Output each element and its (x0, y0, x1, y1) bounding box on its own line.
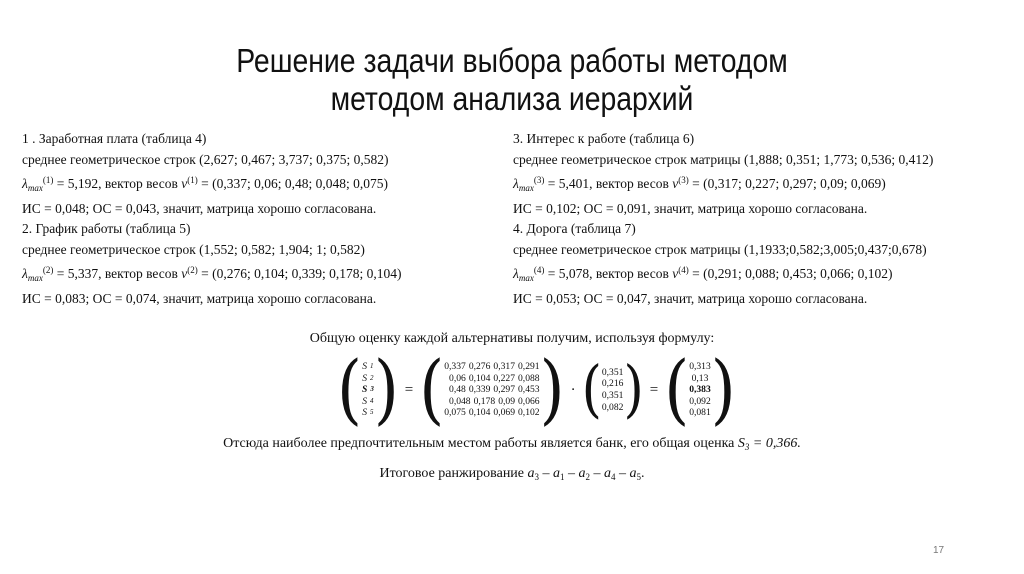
lambda-value: = 5,401, вектор весов (544, 176, 673, 191)
matrix-row (444, 396, 539, 408)
s-symbol: S (361, 384, 368, 396)
lambda-symbol: λ (513, 176, 519, 191)
matrix-cell: 0,104 (468, 407, 491, 419)
v-symbol: v (672, 176, 679, 191)
weights-matrix (419, 346, 565, 434)
v-sup: (1) (187, 175, 198, 185)
criterion-2-heading: 2. График работы (таблица 5) (22, 221, 191, 236)
s-sub: 5 (370, 408, 374, 417)
alternative-symbol: a (553, 466, 561, 481)
lambda-symbol: λ (513, 266, 519, 281)
criterion-4-heading: 4. Дорога (таблица 7) (513, 221, 636, 236)
alternative-sub: 5 (636, 472, 642, 482)
multiply-dot: · (570, 381, 576, 398)
s-sub: 2 (370, 373, 374, 382)
s-vector-item (362, 407, 374, 419)
ranking-prefix: Итоговое ранжирование (379, 466, 528, 481)
matrix-cell: 0,337 (444, 361, 466, 373)
matrix-cell: 0,048 (449, 395, 471, 407)
s-vector-item (362, 396, 374, 408)
criterion-2-lambda (22, 260, 401, 289)
left-paren: ( (581, 354, 602, 426)
matrix-cell: 0,48 (449, 384, 466, 396)
v-sup: (4) (678, 265, 689, 275)
criterion-3-lambda (513, 170, 933, 199)
alternative-symbol: a (604, 466, 612, 481)
formula-intro: Общую оценку каждой альтернативы получим, используя формулу: (309, 331, 715, 346)
alternative-sub: 1 (560, 472, 565, 482)
s-symbol: S (362, 407, 368, 419)
lambda-sup: (3) (533, 175, 545, 185)
weight-vector: = (0,317; 0,227; 0,297; 0,09; 0,069) (688, 176, 886, 191)
lambda-symbol: λ (22, 266, 28, 281)
criterion-1-lambda (22, 170, 401, 199)
ranking-dash: – (564, 466, 579, 481)
criterion-3-heading: 3. Интерес к работе (таблица 6) (513, 131, 695, 146)
v-symbol: v (181, 266, 188, 281)
matrix-cell: 0,102 (518, 407, 540, 419)
result-vector (664, 346, 736, 434)
matrix-cell: 0,075 (444, 407, 466, 419)
result-cell: 0,081 (689, 407, 711, 419)
equals-sign: = (649, 381, 659, 398)
lambda-sup: (1) (42, 175, 54, 185)
weight-cell: 0,216 (601, 378, 624, 390)
s-symbol: S (362, 395, 368, 407)
alternative-sub: 3 (534, 472, 540, 482)
weight-vector: = (0,291; 0,088; 0,453; 0,066; 0,102) (688, 266, 893, 281)
matrix-cell: 0,06 (449, 372, 466, 384)
criteria-weights-cells (602, 367, 624, 413)
matrix-cell: 0,453 (518, 384, 540, 396)
criterion-4-lambda (513, 260, 933, 289)
weight-cell: 0,351 (601, 390, 624, 401)
criteria-right-column (513, 129, 933, 309)
weight-cell: 0,351 (601, 366, 624, 378)
alternative-symbol: a (629, 466, 637, 481)
right-paren: ) (373, 346, 399, 434)
lambda-value: = 5,192, вектор весов (53, 176, 182, 191)
right-paren: ) (623, 354, 644, 426)
criterion-1-geomean: среднее геометрическое строк (2,627; 0,467; 3,737; 0,375; 0,582) (22, 151, 389, 167)
s-vector-item (362, 373, 374, 385)
criterion-4-consistency: ИС = 0,053; ОС = 0,047, значит, матрица хорошо согласована. (513, 290, 868, 306)
result-cell: 0,313 (689, 361, 711, 373)
matrix-cell: 0,088 (518, 372, 540, 384)
v-symbol: v (672, 266, 679, 281)
matrix-row (444, 384, 539, 396)
matrix-cell: 0,297 (493, 384, 515, 396)
matrix-row (444, 373, 539, 385)
s-vector-cells (362, 361, 374, 419)
s-sub: 3 (744, 442, 750, 452)
conclusion-value: = 0,366. (749, 436, 801, 451)
s-symbol: S (737, 436, 745, 451)
s-sub: 3 (370, 385, 374, 394)
result-cell: 0,13 (691, 372, 709, 384)
equals-sign: = (404, 381, 414, 398)
matrix-cell: 0,09 (498, 395, 515, 407)
title-line-2: методом анализа иерархий (330, 80, 694, 117)
conclusion-text (0, 436, 1024, 452)
result-cell: 0,092 (689, 395, 711, 407)
conclusion-body: Отсюда наиболее предпочтительным местом работы является банк, его общая оценка (223, 436, 738, 451)
matrix-cell: 0,339 (468, 384, 491, 396)
v-symbol: v (181, 176, 188, 191)
weight-cell: 0,082 (601, 401, 624, 413)
criteria-left-column (22, 129, 401, 309)
lambda-sub: max (518, 273, 534, 283)
criterion-1-heading: 1 . Заработная плата (таблица 4) (22, 131, 207, 146)
alternative-symbol: a (527, 466, 535, 481)
criterion-2-geomean: среднее геометрическое строк (1,552; 0,582; 1,904; 1; 0,582) (22, 241, 365, 257)
s-vector-item (362, 384, 374, 396)
s-symbol: S (362, 361, 368, 373)
weight-vector: = (0,276; 0,104; 0,339; 0,178; 0,104) (197, 266, 402, 281)
lambda-value: = 5,337, вектор весов (53, 266, 182, 281)
s-sub: 1 (370, 362, 374, 371)
right-paren: ) (539, 346, 565, 434)
criteria-weights-vector (581, 354, 644, 426)
matrix-cell: 0,276 (468, 361, 491, 373)
matrix-cell: 0,069 (493, 407, 515, 419)
matrix-cell: 0,227 (493, 372, 515, 384)
lambda-sub: max (27, 183, 43, 193)
left-paren: ( (337, 346, 362, 434)
v-sup: (2) (187, 265, 198, 275)
lambda-sup: (2) (42, 265, 54, 275)
left-paren: ( (419, 346, 445, 434)
matrix-cell: 0,291 (518, 361, 540, 373)
ranking-dash: – (590, 466, 605, 481)
matrix-cell: 0,178 (473, 395, 496, 407)
ranking-dash: – (539, 466, 554, 481)
title-line-1: Решение задачи выбора работы методом (236, 42, 788, 79)
lambda-sub: max (518, 183, 534, 193)
s-sub: 4 (370, 396, 374, 405)
lambda-sup: (4) (533, 265, 545, 275)
lambda-value: = 5,078, вектор весов (544, 266, 673, 281)
final-ranking (0, 466, 1024, 482)
matrix-cell: 0,066 (518, 395, 540, 407)
matrix-cell: 0,317 (493, 361, 515, 373)
weight-vector: = (0,337; 0,06; 0,48; 0,048; 0,075) (197, 176, 388, 191)
matrix-cell: 0,104 (468, 372, 491, 384)
result-cell: 0,383 (689, 384, 711, 396)
v-sup: (3) (678, 175, 689, 185)
result-cells (689, 361, 711, 419)
matrix-row (444, 407, 539, 419)
formula-equation (337, 346, 736, 434)
criterion-4-geomean: среднее геометрическое строк матрицы (1,1933;0,582;3,005;0,437;0,678) (513, 241, 927, 257)
left-paren: ( (664, 346, 690, 434)
matrix-cells (444, 361, 539, 419)
criterion-2-consistency: ИС = 0,083; ОС = 0,074, значит, матрица хорошо согласована. (22, 290, 377, 306)
page-number: 17 (933, 545, 945, 556)
alternative-sub: 2 (585, 472, 591, 482)
s-symbol: S (362, 372, 368, 384)
lambda-sub: max (27, 273, 43, 283)
lambda-symbol: λ (22, 176, 28, 191)
alternative-symbol: a (578, 466, 586, 481)
right-paren: ) (710, 346, 736, 434)
s-vector (337, 346, 399, 434)
criterion-3-geomean: среднее геометрическое строк матрицы (1,888; 0,351; 1,773; 0,536; 0,412) (513, 151, 934, 167)
criterion-1-consistency: ИС = 0,048; ОС = 0,043, значит, матрица хорошо согласована. (22, 200, 377, 216)
matrix-row (444, 361, 539, 373)
ranking-end: . (641, 466, 645, 481)
slide-title (72, 42, 953, 118)
criterion-3-consistency: ИС = 0,102; ОС = 0,091, значит, матрица хорошо согласована. (513, 200, 868, 216)
s-vector-item (362, 361, 374, 373)
ranking-dash: – (615, 466, 630, 481)
alternative-sub: 4 (611, 472, 616, 482)
